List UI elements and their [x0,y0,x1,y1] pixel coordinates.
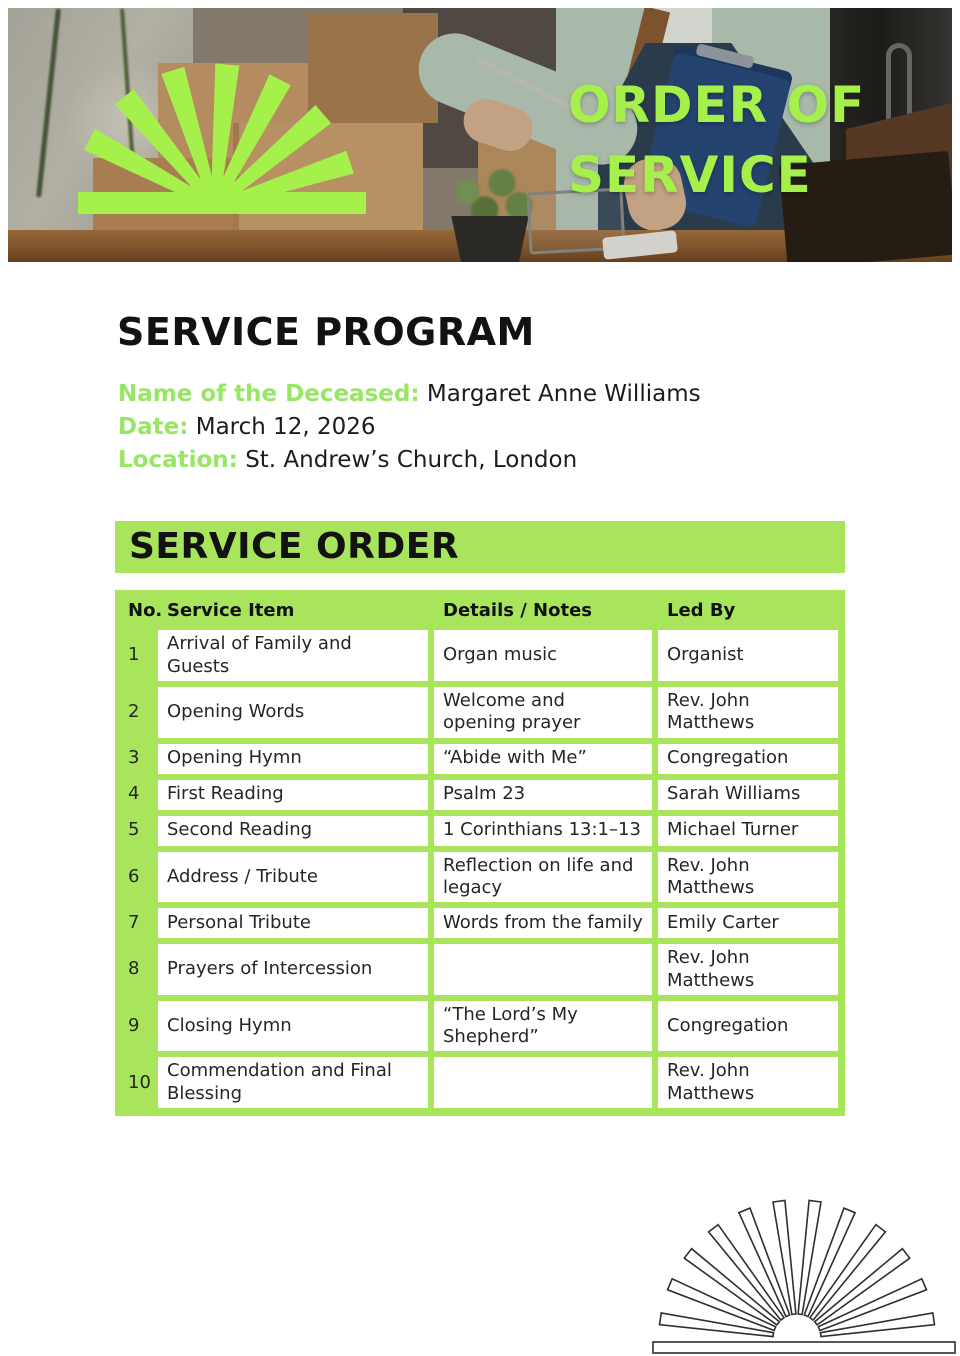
service-item-cell: Closing Hymn [158,1001,428,1052]
column-header-ledby: Led By [667,600,736,621]
field-deceased [118,378,701,411]
details-cell: Welcome and opening prayer [434,687,652,738]
sunburst-logo-icon [70,56,370,216]
field-value: Margaret Anne Williams [426,381,701,407]
led-by-cell: Sarah Williams [658,780,838,810]
service-item-cell: Opening Hymn [158,744,428,774]
row-number: 5 [128,819,140,841]
service-item-cell: Prayers of Intercession [158,944,428,995]
details-cell: Organ music [434,630,652,681]
hero-title-line1: ORDER OF [568,76,866,134]
column-header-details: Details / Notes [443,600,593,621]
field-label: Location: [118,447,238,473]
details-cell: Psalm 23 [434,780,652,810]
details-cell: 1 Corinthians 13:1–13 [434,816,652,846]
row-number: 4 [128,783,140,805]
service-item-cell: Opening Words [158,687,428,738]
field-label: Name of the Deceased: [118,381,420,407]
details-cell: Words from the family [434,908,652,938]
led-by-cell: Rev. John Matthews [658,944,838,995]
service-item-cell: Arrival of Family and Guests [158,630,428,681]
hero-title [568,70,865,210]
led-by-cell: Congregation [658,744,838,774]
service-order-table [115,590,845,1116]
service-item-cell: First Reading [158,780,428,810]
sunburst-outline-icon [650,1185,958,1356]
details-cell [434,944,652,995]
field-value: St. Andrew’s Church, London [245,447,578,473]
led-by-cell: Organist [658,630,838,681]
service-item-cell: Second Reading [158,816,428,846]
field-date [118,411,701,444]
section-heading-banner: SERVICE ORDER [115,521,845,573]
field-label: Date: [118,414,189,440]
service-item-cell: Address / Tribute [158,852,428,903]
row-number: 8 [128,958,140,980]
led-by-cell: Congregation [658,1001,838,1052]
hero-photo [8,8,952,262]
field-value: March 12, 2026 [195,414,376,440]
row-number: 3 [128,747,140,769]
service-item-cell: Commendation and Final Blessing [158,1057,428,1108]
service-item-cell: Personal Tribute [158,908,428,938]
led-by-cell: Rev. John Matthews [658,852,838,903]
details-cell: Reflection on life and legacy [434,852,652,903]
led-by-cell: Rev. John Matthews [658,687,838,738]
row-number: 9 [128,1014,140,1036]
row-number: 6 [128,865,140,887]
led-by-cell: Michael Turner [658,816,838,846]
field-location [118,444,701,477]
details-cell: “Abide with Me” [434,744,652,774]
row-number: 2 [128,701,140,723]
led-by-cell: Emily Carter [658,908,838,938]
details-cell [434,1057,652,1108]
details-cell: “The Lord’s My Shepherd” [434,1001,652,1052]
row-number: 1 [128,644,140,666]
row-number: 7 [128,912,140,934]
column-header-no: No. [128,600,163,621]
page-title: SERVICE PROGRAM [117,310,535,354]
row-number: 10 [128,1071,151,1093]
hero-title-line2: SERVICE [568,146,812,204]
program-fields [118,378,701,477]
column-header-item: Service Item [167,600,295,621]
led-by-cell: Rev. John Matthews [658,1057,838,1108]
